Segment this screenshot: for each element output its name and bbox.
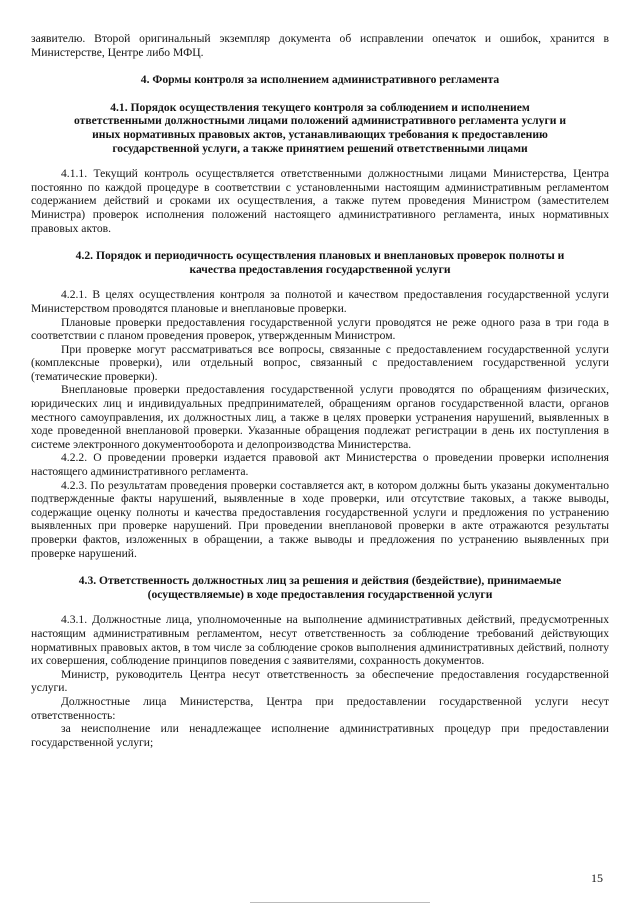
intro-paragraph: заявителю. Второй оригинальный экземпляр документа об исправлении опечаток и ошибок, хранится в Министерстве, Центре либо МФЦ. (31, 32, 609, 59)
document-page (31, 32, 609, 749)
paragraph-check-scope: При проверке могут рассматриваться все вопросы, связанные с предоставлением государственной услуги (комплексные проверки), или отдельный вопрос, связанный с предоставлением государственной услуги (тематические проверки). (31, 342, 609, 383)
page-number: 15 (591, 871, 603, 885)
paragraph-minister-responsibility: Министр, руководитель Центра несут ответственность за обеспечение предоставления государственной услуги. (31, 667, 609, 695)
section-4-title: 4. Формы контроля за исполнением административного регламента (140, 73, 500, 87)
section-4-3-title: 4.3. Ответственность должностных лиц за решения и действия (бездействие), принимаемые (осуществляемые) в ходе предоставления государственной услуги (78, 574, 562, 601)
paragraph-planned-checks: Плановые проверки предоставления государственной услуги проводятся не реже одного раза в три года в соответствии с планом проведения проверок, утвержденным Министром. (31, 315, 609, 343)
paragraph-4-1-1: 4.1.1. Текущий контроль осуществляется ответственными должностными лицами Министерства, Центра постоянно по каждой процедуре в соответствии с установленными настоящим административным регламентом содержанием действий и сроками их осуществления, а также путем проведения Министром (заместителем Министра) проверок исполнения положений настоящего административного регламента, иных нормативных правовых актов. (31, 167, 609, 235)
section-4-1-title: 4.1. Порядок осуществления текущего контроля за соблюдением и исполнением ответственными должностными лицами положений административного регламента услуги и иных нормативных правовых актов, устанавливающих требования к предоставлению государственной услуги, а также принятием решений ответственными лицами (73, 100, 567, 155)
scan-artifact-line (250, 902, 430, 903)
paragraph-4-2-3: 4.2.3. По результатам проведения проверки составляется акт, в котором должны быть указаны документально подтвержденные факты нарушений, выявленные в ходе проверки, или отсутствие таковых, а также выводы, содержащие оценку полноты и качества предоставления государственной услуги и предложения по устранению выявленных при проверке нарушений. При проведении внеплановой проверки в акте отражаются результаты проверки фактов, изложенных в обращении, а также выводы и предложения по устранению выявленных при проверке нарушений. (31, 478, 609, 560)
paragraph-4-2-2: 4.2.2. О проведении проверки издается правовой акт Министерства о проведении проверки исполнения настоящего административного регламента. (31, 451, 609, 479)
paragraph-officials-responsibility: Должностные лица Министерства, Центра при предоставлении государственной услуги несут ответственность: (31, 694, 609, 722)
paragraph-4-2-1: 4.2.1. В целях осуществления контроля за полнотой и качеством предоставления государственной услуги Министерством проводятся плановые и внеплановые проверки. (31, 288, 609, 315)
paragraph-4-3-1: 4.3.1. Должностные лица, уполномоченные на выполнение административных действий, предусмотренных настоящим административным регламентом, несут ответственность за соблюдение требований действующих нормативных правовых актов, в том числе за соблюдение сроков выполнения административных действий, полноту их совершения, соблюдение принципов поведения с заявителями, сохранность документов. (31, 613, 609, 668)
paragraph-non-fulfillment: за неисполнение или ненадлежащее исполнение административных процедур при предоставлении государственной услуги; (31, 722, 609, 749)
section-4-2-title: 4.2. Порядок и периодичность осуществления плановых и внеплановых проверок полноты и качества предоставления государственной услуги (75, 249, 565, 276)
paragraph-unplanned-checks: Внеплановые проверки предоставления государственной услуги проводятся по обращениям физических, юридических лиц и индивидуальных предпринимателей, обращениям органов государственной власти, органов местного самоуправления, их должностных лиц, а также в целях проверки устранения нарушений, выявленных в ходе проведенной внеплановой проверки. Указанные обращения подлежат регистрации в день их поступления в системе электронного документооборота и делопроизводства Министерства. (31, 383, 609, 451)
